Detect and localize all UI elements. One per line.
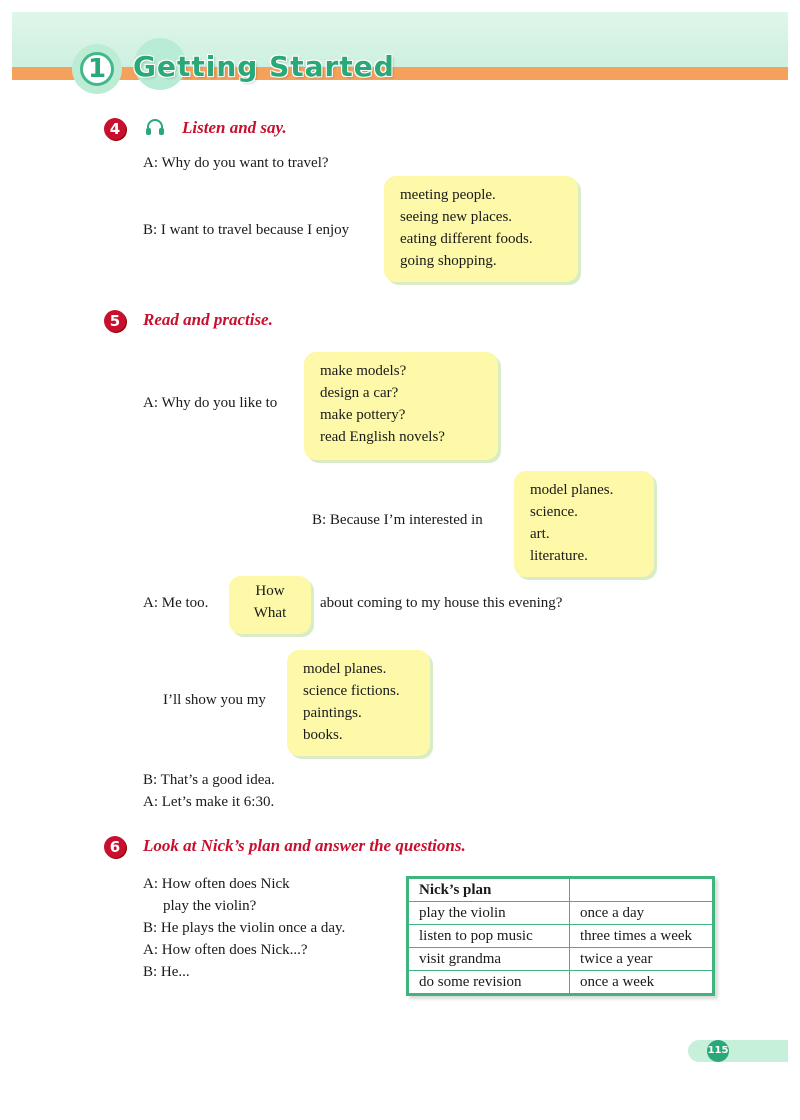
- dialogue-line: B: He...: [143, 964, 190, 980]
- option-item: What: [253, 605, 287, 621]
- option-item: read English novels?: [320, 429, 445, 445]
- option-item: books.: [303, 727, 343, 743]
- dialogue-line: A: How often does Nick: [143, 876, 290, 892]
- option-item: literature.: [530, 548, 588, 564]
- page-number: 115: [707, 1040, 729, 1062]
- table-header-cell: [570, 879, 713, 902]
- option-item: make models?: [320, 363, 407, 379]
- headphone-icon[interactable]: [145, 118, 165, 136]
- section-4-line-b: B: I want to travel because I enjoy: [143, 222, 350, 238]
- table-header-row: [409, 879, 713, 902]
- page-title: Getting Started: [133, 50, 395, 83]
- option-item: model planes.: [530, 482, 614, 498]
- section-4-number: 4: [104, 118, 126, 140]
- section-5-line-b1: B: Because I’m interested in: [312, 512, 483, 528]
- table-cell-frequency: once a week: [570, 971, 713, 994]
- dialogue-line: B: He plays the violin once a day.: [143, 920, 346, 936]
- table-cell-frequency: twice a year: [570, 948, 713, 971]
- section-5-line-a2-pre: A: Me too.: [143, 595, 209, 611]
- section-4-title: Listen and say.: [182, 118, 287, 137]
- header-band: [12, 12, 788, 70]
- option-item: meeting people.: [400, 187, 496, 203]
- table-row: [409, 948, 713, 971]
- section-5-title: Read and practise.: [143, 310, 273, 329]
- table-row: [409, 902, 713, 925]
- option-item: How: [255, 583, 285, 599]
- section-5-a3-options-bubble: [287, 650, 430, 756]
- unit-number: 1: [80, 52, 114, 86]
- section-5-a1-options-bubble: [304, 352, 498, 460]
- section-6-title: Look at Nick’s plan and answer the questions.: [143, 836, 466, 855]
- option-item: art.: [530, 526, 550, 542]
- option-item: science fictions.: [303, 683, 400, 699]
- option-item: going shopping.: [400, 253, 497, 269]
- option-item: seeing new places.: [400, 209, 513, 225]
- section-5-line-a3: I’ll show you my: [163, 692, 266, 708]
- option-item: science.: [530, 504, 578, 520]
- option-item: make pottery?: [320, 407, 406, 423]
- section-5-b1-options-bubble: [514, 471, 654, 577]
- section-5-line-a4: A: Let’s make it 6:30.: [143, 794, 275, 810]
- table-cell-frequency: three times a week: [570, 925, 713, 948]
- section-4-line-a: A: Why do you want to travel?: [143, 155, 329, 171]
- section-5-a2-options-bubble: [229, 576, 311, 634]
- dialogue-line: A: How often does Nick...?: [143, 942, 308, 958]
- table-row: [409, 971, 713, 994]
- header-stripe: [12, 67, 788, 80]
- option-item: paintings.: [303, 705, 362, 721]
- table-cell-frequency: once a day: [570, 902, 713, 925]
- table-cell-activity: visit grandma: [409, 948, 570, 971]
- section-5-line-a2-post: about coming to my house this evening?: [320, 595, 563, 611]
- table-cell-activity: play the violin: [409, 902, 570, 925]
- section-5-number: 5: [104, 310, 126, 332]
- page-number-tab: [688, 1040, 788, 1062]
- section-6-number: 6: [104, 836, 126, 858]
- section-5-line-a1: A: Why do you like to: [143, 395, 278, 411]
- option-item: model planes.: [303, 661, 387, 677]
- option-item: design a car?: [320, 385, 399, 401]
- table-cell-activity: listen to pop music: [409, 925, 570, 948]
- nicks-plan-table: [406, 876, 715, 996]
- section-4-options-bubble: [384, 176, 578, 282]
- table-header-cell: Nick’s plan: [409, 879, 570, 902]
- option-item: eating different foods.: [400, 231, 533, 247]
- section-5-line-b2: B: That’s a good idea.: [143, 772, 275, 788]
- dialogue-line: play the violin?: [163, 898, 257, 914]
- table-row: [409, 925, 713, 948]
- table-cell-activity: do some revision: [409, 971, 570, 994]
